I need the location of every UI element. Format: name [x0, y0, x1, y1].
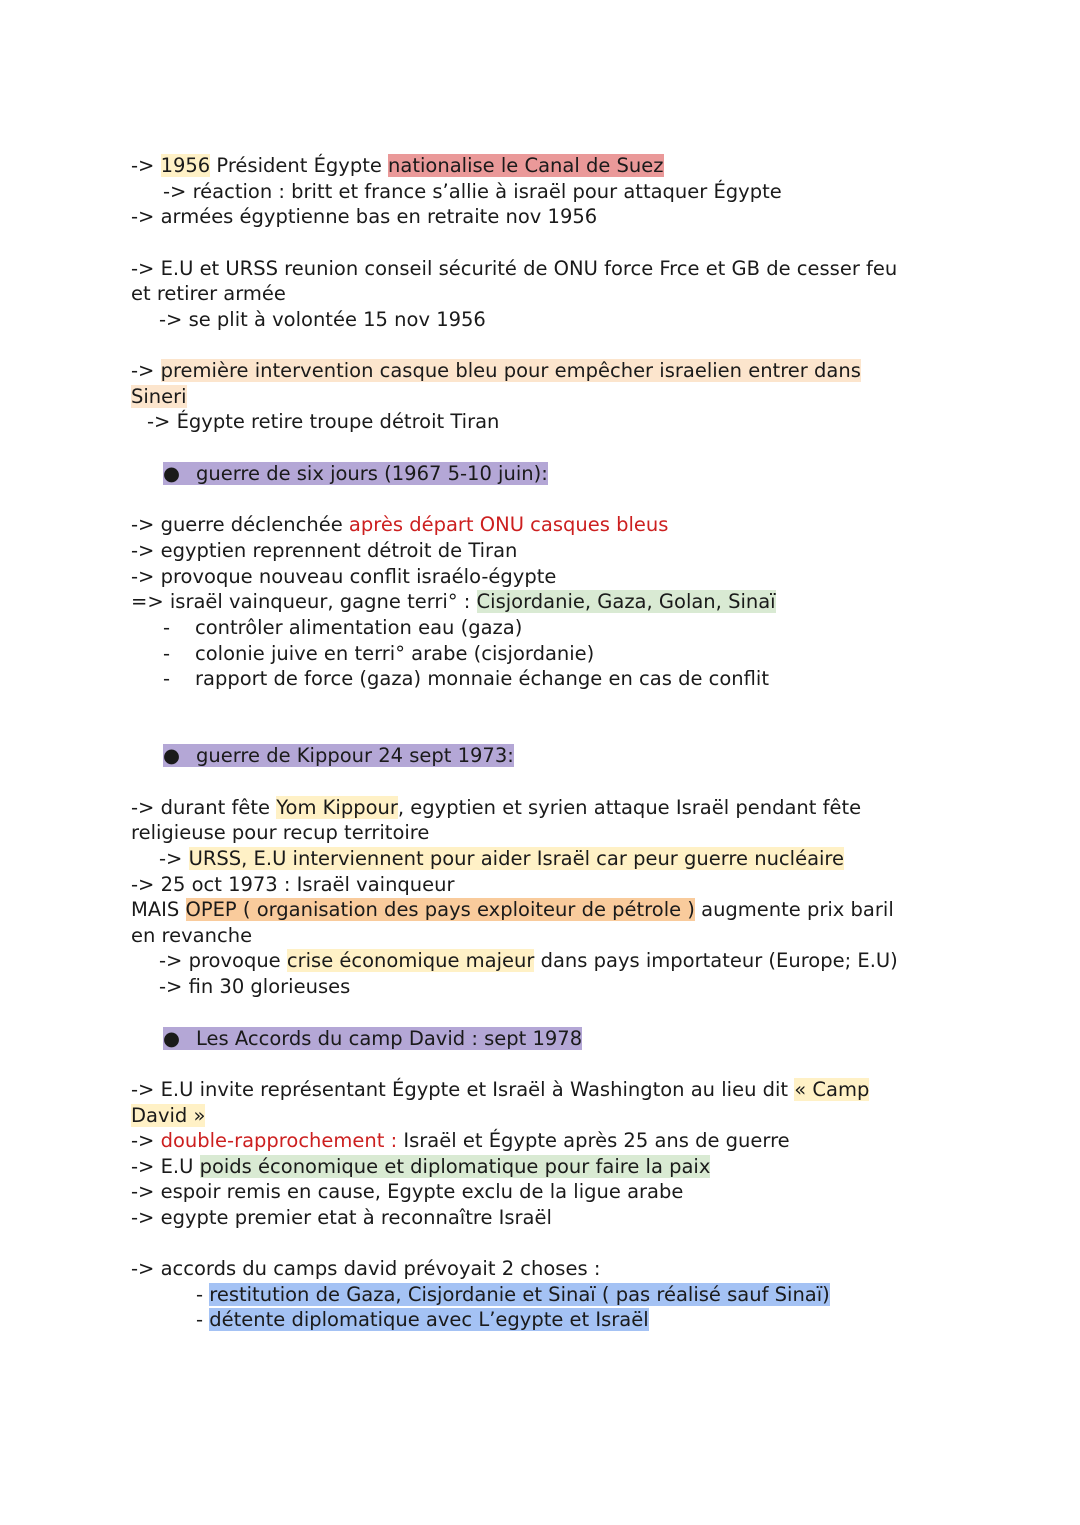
line-plit: -> se plit à volontée 15 nov 1956: [159, 308, 486, 331]
text: Président Égypte: [210, 154, 389, 177]
list-item: [163, 641, 594, 667]
highlight-opep: OPEP ( organisation des pays exploiteur de pétrole ): [185, 898, 695, 921]
text: -> E.U: [131, 1155, 200, 1178]
line-urss-eu: [159, 846, 844, 872]
line-crise: [159, 948, 898, 974]
line-washington: [131, 1077, 869, 1103]
highlight-territoires: Cisjordanie, Gaza, Golan, Sinaï: [476, 590, 776, 613]
list-item: [196, 1307, 649, 1333]
line-reconnaitre: -> egypte premier etat à reconnaître Israël: [131, 1206, 552, 1229]
line-reaction: -> réaction : britt et france s’allie à israël pour attaquer Égypte: [163, 180, 782, 203]
line-onu-1: -> E.U et URSS reunion conseil sécurité de ONU force Frce et GB de cesser feu: [131, 257, 898, 280]
text: ->: [131, 154, 161, 177]
line-guerre-declenchee: [131, 512, 668, 538]
highlight-intervention: URSS, E.U interviennent pour aider Israël car peur guerre nucléaire: [188, 847, 845, 870]
heading-six-jours: [163, 461, 548, 487]
line-30-glorieuses: -> fin 30 glorieuses: [159, 975, 351, 998]
text: ->: [159, 847, 189, 870]
highlight-poids: poids économique et diplomatique pour faire la paix: [199, 1155, 711, 1178]
text: MAIS: [131, 898, 186, 921]
line-retraite: -> armées égyptienne bas en retraite nov 1956: [131, 205, 598, 228]
heading-text: guerre de Kippour 24 sept 1973:: [196, 744, 514, 767]
bullet: ●: [163, 462, 181, 485]
line-accords: -> accords du camps david prévoyait 2 choses :: [131, 1257, 601, 1280]
highlight-suez: nationalise le Canal de Suez: [388, 154, 664, 177]
heading-text: guerre de six jours (1967 5-10 juin):: [196, 462, 548, 485]
highlight-year: 1956: [160, 154, 211, 177]
text: , egyptien et syrien attaque Israël pendant fête: [397, 796, 862, 819]
heading-highlight: [163, 1027, 582, 1050]
text: -> guerre déclenchée: [131, 513, 349, 536]
red-text: double-rapprochement :: [160, 1129, 398, 1152]
text: -> durant fête: [131, 796, 277, 819]
highlight-david: David »: [131, 1104, 206, 1127]
heading-highlight: [163, 462, 548, 485]
bullet: ●: [163, 744, 181, 767]
line-25-oct: -> 25 oct 1973 : Israël vainqueur: [131, 873, 455, 896]
text: -> provoque: [159, 949, 287, 972]
text: colonie juive en terri° arabe (cisjordanie): [195, 642, 595, 665]
line-poids: [131, 1154, 710, 1180]
text: augmente prix baril: [694, 898, 894, 921]
text: -> E.U invite représentant Égypte et Israël à Washington au lieu dit: [131, 1078, 795, 1101]
highlight-casque-bleu: première intervention casque bleu pour empêcher israelien entrer dans: [160, 359, 861, 382]
text: contrôler alimentation eau (gaza): [195, 616, 523, 639]
text: Israël et Égypte après 25 ans de guerre: [397, 1129, 790, 1152]
highlight-sineri: Sineri: [131, 385, 187, 408]
line-recup: religieuse pour recup territoire: [131, 821, 430, 844]
list-item: [163, 666, 769, 692]
line-suez-1956: [131, 153, 664, 179]
text: -: [196, 1308, 210, 1331]
text: ->: [131, 1129, 161, 1152]
highlight-restitution: restitution de Gaza, Cisjordanie et Sinaï ( pas réalisé sauf Sinaï): [209, 1283, 830, 1306]
list-item: [163, 615, 522, 641]
highlight-crise: crise économique majeur: [286, 949, 535, 972]
line-opep: [131, 897, 894, 923]
heading-text: Les Accords du camp David : sept 1978: [196, 1027, 583, 1050]
line-david: [131, 1103, 205, 1129]
heading-kippour: [163, 743, 514, 769]
text: dans pays importateur (Europe; E.U): [534, 949, 898, 972]
line-rapprochement: [131, 1128, 790, 1154]
text: => israël vainqueur, gagne terri° :: [131, 590, 477, 613]
highlight-yom-kippour: Yom Kippour: [276, 796, 398, 819]
line-yom-kippour: [131, 795, 861, 821]
line-onu-2: et retirer armée: [131, 282, 286, 305]
line-revanche: en revanche: [131, 924, 253, 947]
heading-highlight: [163, 744, 514, 767]
line-egyptien-tiran: -> egyptien reprennent détroit de Tiran: [131, 539, 518, 562]
heading-camp-david: [163, 1026, 582, 1052]
bullet: ●: [163, 1027, 181, 1050]
list-item: [196, 1282, 830, 1308]
line-espoir: -> espoir remis en cause, Egypte exclu de la ligue arabe: [131, 1180, 684, 1203]
highlight-detente: détente diplomatique avec L’egypte et Israël: [209, 1308, 649, 1331]
text: rapport de force (gaza) monnaie échange en cas de conflit: [195, 667, 769, 690]
text: ->: [131, 359, 161, 382]
text: -: [196, 1283, 210, 1306]
line-sineri: [131, 384, 187, 410]
line-nouveau-conflit: -> provoque nouveau conflit israélo-égypte: [131, 565, 557, 588]
line-tiran: -> Égypte retire troupe détroit Tiran: [147, 410, 500, 433]
line-israel-vainqueur: [131, 589, 776, 615]
dash: -: [163, 616, 171, 639]
red-text: après départ ONU casques bleus: [348, 513, 669, 536]
line-casque-bleu: [131, 358, 861, 384]
dash: -: [163, 667, 171, 690]
dash: -: [163, 642, 171, 665]
highlight-camp: « Camp: [794, 1078, 870, 1101]
